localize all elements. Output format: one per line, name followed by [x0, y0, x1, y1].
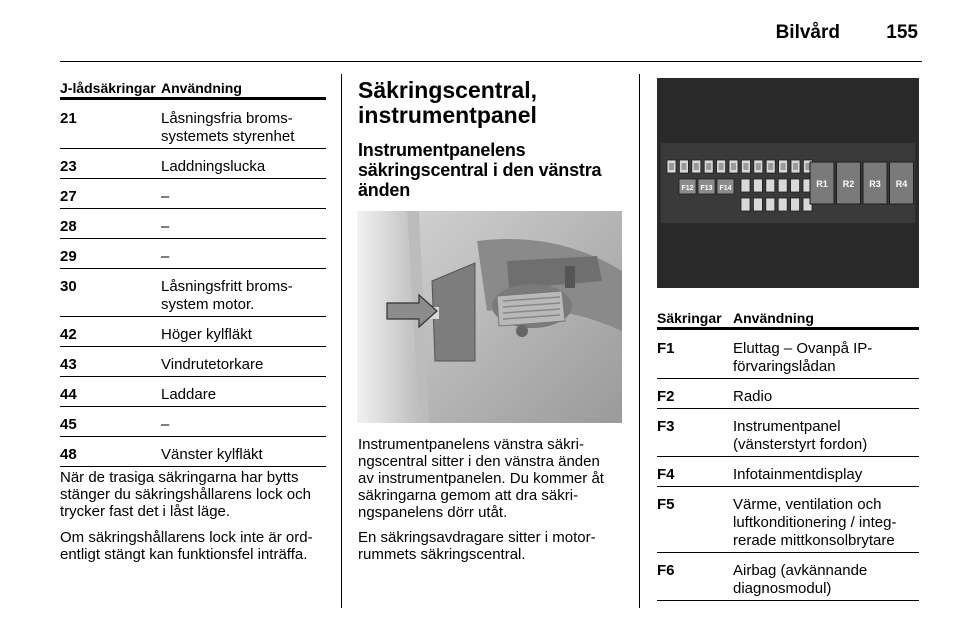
fuse-slot-detail: [768, 163, 773, 170]
fuse-number: 29: [60, 248, 77, 265]
fuse-slot: [791, 179, 800, 192]
text-line: av instrumentpanelen. Du kommer åt: [358, 470, 604, 487]
table-header: [657, 300, 919, 330]
text-line: system motor.: [161, 296, 255, 313]
table-row: [60, 347, 326, 377]
table-row: [657, 409, 919, 457]
fuse-usage: [161, 416, 169, 434]
paragraph-replace-fuses: [60, 469, 330, 520]
row-divider: [657, 600, 919, 601]
column-header-usage: Användning: [733, 310, 814, 326]
text-line: Låsningsfritt broms-: [161, 278, 293, 295]
fuse-slot-detail: [781, 163, 786, 170]
fuse-box-diagram: [657, 78, 919, 288]
fuse-number: 42: [60, 326, 77, 343]
fuse-slot-detail: [793, 163, 798, 170]
text-line: –: [161, 248, 170, 265]
text-line: När de trasiga säkringarna har bytts: [60, 469, 299, 486]
text-line: Värme, ventilation och: [733, 496, 882, 513]
text-line: ngspanelens dörr utåt.: [358, 504, 508, 521]
text-line: systemets styrenhet: [161, 128, 295, 145]
fuse-usage: [733, 466, 862, 484]
fuse-slot-detail: [681, 163, 686, 170]
column-divider-right: [639, 74, 640, 608]
fuse-slot-detail: [669, 163, 674, 170]
fuse-usage: [733, 418, 867, 454]
table-row: [60, 407, 326, 437]
fuse-slot: [791, 198, 800, 211]
heading-line: Instrumentpanelens: [358, 140, 526, 160]
relay-label: R3: [869, 179, 881, 189]
fuse-usage: [161, 188, 169, 206]
text-line: Radio: [733, 388, 773, 405]
fuse-number: 21: [60, 110, 77, 127]
text-line: Instrumentpanel: [733, 418, 841, 435]
fuse-usage: [161, 158, 265, 176]
fuse-number: F5: [657, 496, 675, 513]
text-line: luftkonditionering / integ-: [733, 514, 897, 531]
fuse-slot: [778, 198, 787, 211]
fuse-usage: [161, 110, 294, 146]
row-divider: [60, 466, 326, 467]
table-body: [60, 100, 326, 467]
text-line: Laddare: [161, 386, 217, 403]
table-row: [657, 457, 919, 487]
text-line: säkringarna gemom att dra säkri-: [358, 487, 579, 504]
table-row: [60, 179, 326, 209]
column-divider-left: [341, 74, 342, 608]
text-line: –: [161, 218, 170, 235]
fuse-number: F4: [657, 466, 675, 483]
fuse-slot-detail: [756, 163, 761, 170]
instrument-panel-fuse-table: [657, 300, 919, 601]
table-row: [60, 149, 326, 179]
fuse-usage: [733, 340, 872, 376]
fuse-number: 45: [60, 416, 77, 433]
table-row: [657, 330, 919, 379]
relay-label: R1: [816, 179, 828, 189]
fuse-usage: [161, 326, 252, 344]
column-header-fuse: J-lådsäkringar: [60, 80, 156, 96]
paragraph-cover-warning: [60, 529, 330, 563]
j-box-fuse-table: [60, 70, 326, 467]
text-line: (vänsterstyrt fordon): [733, 436, 868, 453]
fuse-number: 27: [60, 188, 77, 205]
fuse-number: 44: [60, 386, 77, 403]
text-line: Vänster kylfläkt: [161, 446, 263, 463]
fuse-usage: [733, 388, 772, 406]
section-heading: [358, 78, 537, 128]
text-line: förvaringslådan: [733, 358, 836, 375]
column-header-usage: Användning: [161, 80, 242, 96]
fuse-label: F14: [719, 185, 732, 192]
fuse-slot-detail: [706, 163, 711, 170]
section-title: Bilvård: [775, 22, 840, 43]
relay-label: R4: [895, 179, 908, 189]
paragraph-location: [358, 436, 628, 521]
fuse-slot-detail: [731, 163, 736, 170]
text-line: entligt stängt kan funktionsfel inträffa.: [60, 546, 308, 563]
text-line: –: [161, 416, 170, 433]
text-line: En säkringsavdragare sitter i motor-: [358, 529, 596, 546]
fuse-number: 28: [60, 218, 77, 235]
fuse-number: F3: [657, 418, 675, 435]
fuse-slot: [753, 179, 762, 192]
fuse-slot: [778, 179, 787, 192]
table-row: [60, 100, 326, 149]
fuse-number: 43: [60, 356, 77, 373]
heading-line: säkringscentral i den vänstra: [358, 160, 602, 180]
text-line: –: [161, 188, 170, 205]
text-line: Höger kylfläkt: [161, 326, 252, 343]
fuse-slot: [753, 198, 762, 211]
text-line: Låsningsfria broms-: [161, 110, 293, 127]
fuse-label: F12: [681, 185, 694, 192]
table-header: [60, 70, 326, 100]
page-header: [60, 22, 922, 62]
text-line: Infotainmentdisplay: [733, 466, 863, 483]
page-number: 155: [886, 22, 918, 43]
relay-label: R2: [842, 179, 855, 189]
text-line: stänger du säkringshållarens lock och: [60, 486, 311, 503]
table-row: [60, 377, 326, 407]
table-row: [60, 239, 326, 269]
fuse-number: F1: [657, 340, 675, 357]
instrument-panel-photo: [357, 211, 622, 423]
column-header-fuse: Säkringar: [657, 310, 722, 326]
table-row: [60, 209, 326, 239]
paragraph-fuse-puller: [358, 529, 628, 563]
fuse-slot: [741, 198, 750, 211]
fuse-slot: [766, 198, 775, 211]
text-line: rummets säkringscentral.: [358, 546, 526, 563]
fuse-slot-detail: [719, 163, 724, 170]
fuse-label: F13: [700, 185, 713, 192]
text-line: Airbag (avkännande: [733, 562, 868, 579]
text-line: diagnosmodul): [733, 580, 832, 597]
fuse-slot: [741, 179, 750, 192]
fuse-slot: [766, 179, 775, 192]
heading-line: instrumentpanel: [358, 102, 537, 128]
fuse-usage: [733, 496, 896, 550]
fuse-number: 48: [60, 446, 77, 463]
table-body: [657, 330, 919, 601]
fuse-usage: [161, 218, 169, 236]
table-row: [657, 553, 919, 601]
fuse-usage: [161, 446, 263, 464]
text-line: rerade mittkonsolbrytare: [733, 532, 895, 549]
text-line: ngscentral sitter i den vänstra änden: [358, 453, 600, 470]
fuse-usage: [161, 356, 263, 374]
text-line: Eluttag – Ovanpå IP-: [733, 340, 873, 357]
fuse-slot-detail: [694, 163, 699, 170]
text-line: Laddningslucka: [161, 158, 266, 175]
text-line: Instrumentpanelens vänstra säkri-: [358, 436, 584, 453]
heading-line: Säkringscentral,: [358, 77, 537, 103]
sub-heading: [358, 140, 601, 200]
text-line: Vindrutetorkare: [161, 356, 264, 373]
text-line: Om säkringshållarens lock inte är ord-: [60, 529, 313, 546]
table-row: [60, 317, 326, 347]
table-row: [60, 269, 326, 317]
fuse-usage: [733, 562, 867, 598]
table-row: [657, 487, 919, 553]
fuse-usage: [161, 248, 169, 266]
fuse-number: F2: [657, 388, 675, 405]
fuse-number: 30: [60, 278, 77, 295]
table-row: [657, 379, 919, 409]
fuse-number: 23: [60, 158, 77, 175]
heading-line: änden: [358, 180, 411, 200]
fuse-usage: [161, 386, 216, 404]
fuse-number: F6: [657, 562, 675, 579]
fuse-usage: [161, 278, 293, 314]
text-line: trycker fast det i låst läge.: [60, 503, 231, 520]
table-row: [60, 437, 326, 467]
fuse-slot-detail: [743, 163, 748, 170]
